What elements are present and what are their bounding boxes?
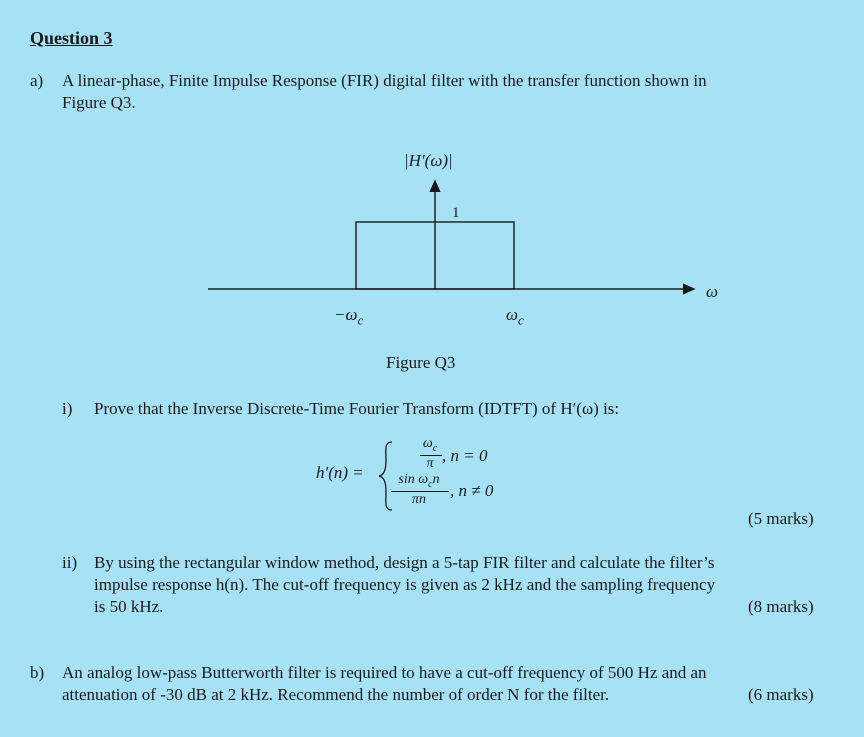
part-i-marks: (5 marks) [748, 509, 814, 528]
part-a-label: a) [30, 71, 44, 90]
equation-lhs: h′(n) = [316, 463, 364, 482]
part-ii-line2: impulse response h(n). The cut-off frequency is given as 2 kHz and the sampling frequency [94, 575, 716, 594]
part-a-line2: Figure Q3. [62, 93, 136, 112]
case1-condition: , n = 0 [442, 446, 488, 465]
case2-condition: , n ≠ 0 [450, 481, 494, 500]
part-ii-label: ii) [62, 553, 78, 572]
part-i-label: i) [62, 399, 73, 418]
part-b-marks: (6 marks) [748, 685, 814, 704]
part-i-text: Prove that the Inverse Discrete-Time Fourier Transform (IDTFT) of H′(ω) is: [94, 399, 620, 418]
figure-height-label: 1 [452, 205, 460, 221]
figure-caption: Figure Q3 [386, 353, 456, 372]
question-title: Question 3 [30, 28, 113, 48]
part-b-label: b) [30, 663, 45, 682]
neg-cutoff-label: $-\omega_c$ [334, 305, 364, 328]
case2-numerator: $\sin \omega_cn$ [398, 472, 440, 490]
part-ii-marks: (8 marks) [748, 597, 814, 616]
part-a-line1: A linear-phase, Finite Impulse Response (FIR) digital filter with the transfer function shown in [62, 71, 707, 90]
part-ii-line1: By using the rectangular window method, design a 5-tap FIR filter and calculate the filter’s [94, 553, 715, 572]
part-ii-line3: is 50 kHz. [94, 597, 164, 616]
pos-cutoff-label: $\omega_c$ [506, 305, 524, 328]
case1-denominator: π [426, 456, 434, 471]
case1-numerator: $\omega_c$ [422, 436, 438, 454]
figure-xlabel: ω [706, 282, 719, 301]
figure-ylabel: |H′(ω)| [404, 151, 453, 170]
part-b-line1: An analog low-pass Butterworth filter is required to have a cut-off frequency of 500 Hz and an [62, 663, 707, 682]
part-b-line2: attenuation of -30 dB at 2 kHz. Recommend the number of order N for the filter. [62, 685, 610, 704]
case2-denominator: πn [411, 492, 426, 507]
